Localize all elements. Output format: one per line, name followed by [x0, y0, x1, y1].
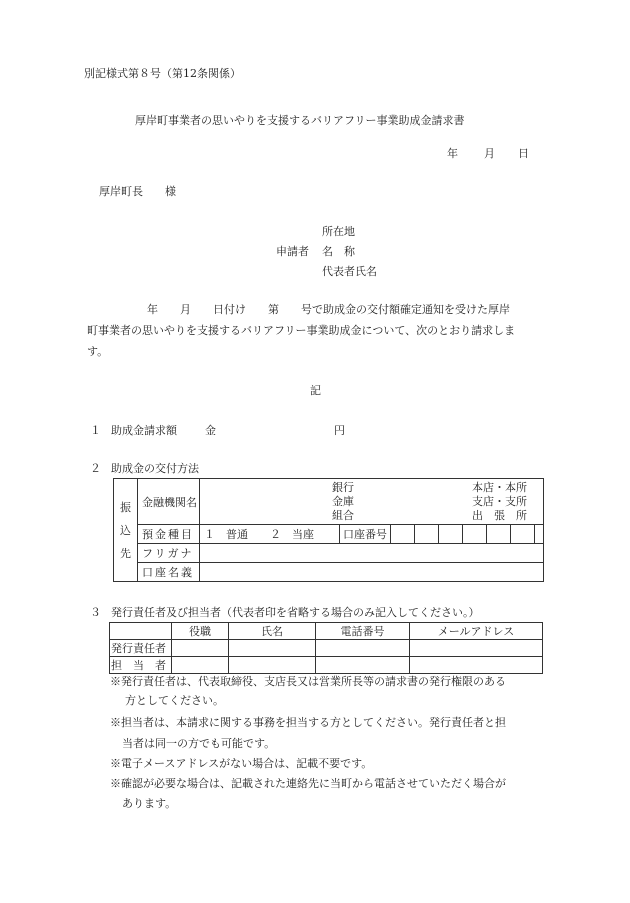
- vertical-char-2: 込: [120, 523, 131, 537]
- note-2-cont: 当者は同一の方でも可能です。: [122, 737, 276, 750]
- header-name: 氏名: [229, 623, 316, 640]
- form-number: 別記様式第８号（第12条関係）: [84, 67, 241, 80]
- account-digit-1[interactable]: [391, 525, 415, 544]
- account-digit-2[interactable]: [415, 525, 439, 544]
- section3-label: 発行責任者及び担当者（代表者印を省略する場合のみ記入してください。）: [111, 606, 480, 619]
- ki-heading: 記: [310, 384, 321, 397]
- header-phone: 電話番号: [316, 623, 410, 640]
- account-type-label: 預金種目: [138, 525, 200, 544]
- bank-type-2: 金庫: [332, 495, 354, 508]
- account-name-input[interactable]: [200, 563, 544, 582]
- furigana-label: フリガナ: [138, 544, 200, 563]
- form-title: 厚岸町事業者の思いやりを支援するバリアフリー事業助成金請求書: [135, 114, 465, 127]
- body-line-2: 町事業者の思いやりを支援するバリアフリー事業助成金について、次のとおり請求しま: [87, 324, 516, 337]
- contact-header-blank: [110, 623, 172, 640]
- branch-types: [472, 481, 527, 523]
- transfer-vertical-label: [114, 479, 138, 582]
- institution-label: 金融機関名: [138, 479, 200, 525]
- note-1-cont: 方としてください。: [125, 694, 224, 707]
- account-name-label: 口座名義: [138, 563, 200, 582]
- section2-number: ２: [90, 462, 101, 475]
- bank-type-3: 組合: [332, 509, 354, 522]
- branch-type-3: 出 張 所: [472, 509, 527, 522]
- note-4: ※確認が必要な場合は、記載された連絡先に当町から電話させていただく場合が: [110, 777, 506, 790]
- note-2: ※担当者は、本請求に関する事務を担当する方としてください。発行責任者と担: [110, 716, 506, 729]
- bank-types: [332, 481, 354, 523]
- date-year: 年: [447, 147, 458, 160]
- branch-type-2: 支店・支所: [472, 495, 527, 508]
- note-1: ※発行責任者は、代表取締役、支店長又は営業所長等の請求書の発行権限のある: [110, 675, 506, 688]
- section1-number: １: [90, 424, 101, 437]
- vertical-char-3: 先: [120, 546, 131, 560]
- issuer-position-input[interactable]: [172, 640, 229, 657]
- section2-label: 助成金の交付方法: [111, 462, 199, 475]
- row-label-contact: 担 当 者: [110, 657, 172, 674]
- section3-number: ３: [90, 606, 101, 619]
- bank-type-1: 銀行: [332, 481, 354, 494]
- institution-value-cell[interactable]: [200, 479, 544, 525]
- applicant-address-label: 所在地: [322, 225, 355, 238]
- transfer-table: [113, 478, 544, 582]
- body-line-3: す。: [87, 345, 109, 358]
- section1-label: 助成金請求額: [111, 424, 177, 437]
- date-day: 日: [518, 147, 529, 160]
- contact-table: [109, 622, 543, 674]
- issuer-email-input[interactable]: [410, 640, 543, 657]
- account-digit-3[interactable]: [439, 525, 463, 544]
- applicant-rep-label: 代表者氏名: [322, 265, 377, 278]
- furigana-input[interactable]: [200, 544, 544, 563]
- branch-type-1: 本店・本所: [472, 481, 527, 494]
- account-digit-5[interactable]: [487, 525, 511, 544]
- account-digit-6[interactable]: [511, 525, 535, 544]
- applicant-label: 申請者: [276, 245, 309, 258]
- section1-yen: 円: [334, 424, 345, 437]
- account-number-label: 口座番号: [340, 525, 391, 544]
- body-line-1: 年 月 日付け 第 号で助成金の交付額確定通知を受けた厚岸: [147, 303, 510, 316]
- header-email: メールアドレス: [410, 623, 543, 640]
- contact-email-input[interactable]: [410, 657, 543, 674]
- row-label-issuer: 発行責任者: [110, 640, 172, 657]
- issuer-name-input[interactable]: [229, 640, 316, 657]
- contact-phone-input[interactable]: [316, 657, 410, 674]
- applicant-name-label: 名 称: [322, 245, 355, 258]
- header-position: 役職: [172, 623, 229, 640]
- addressee: 厚岸町長 様: [99, 185, 176, 198]
- account-types[interactable]: １ 普通 ２ 当座: [200, 525, 340, 544]
- issuer-phone-input[interactable]: [316, 640, 410, 657]
- account-digit-7[interactable]: [535, 525, 544, 544]
- note-4-cont: あります。: [122, 797, 177, 810]
- section1-kin: 金: [205, 424, 216, 437]
- contact-name-input[interactable]: [229, 657, 316, 674]
- account-digit-4[interactable]: [463, 525, 487, 544]
- vertical-char-1: 振: [120, 500, 131, 514]
- note-3: ※電子メースアドレスがない場合は、記載不要です。: [110, 757, 373, 770]
- date-month: 月: [484, 147, 495, 160]
- contact-position-input[interactable]: [172, 657, 229, 674]
